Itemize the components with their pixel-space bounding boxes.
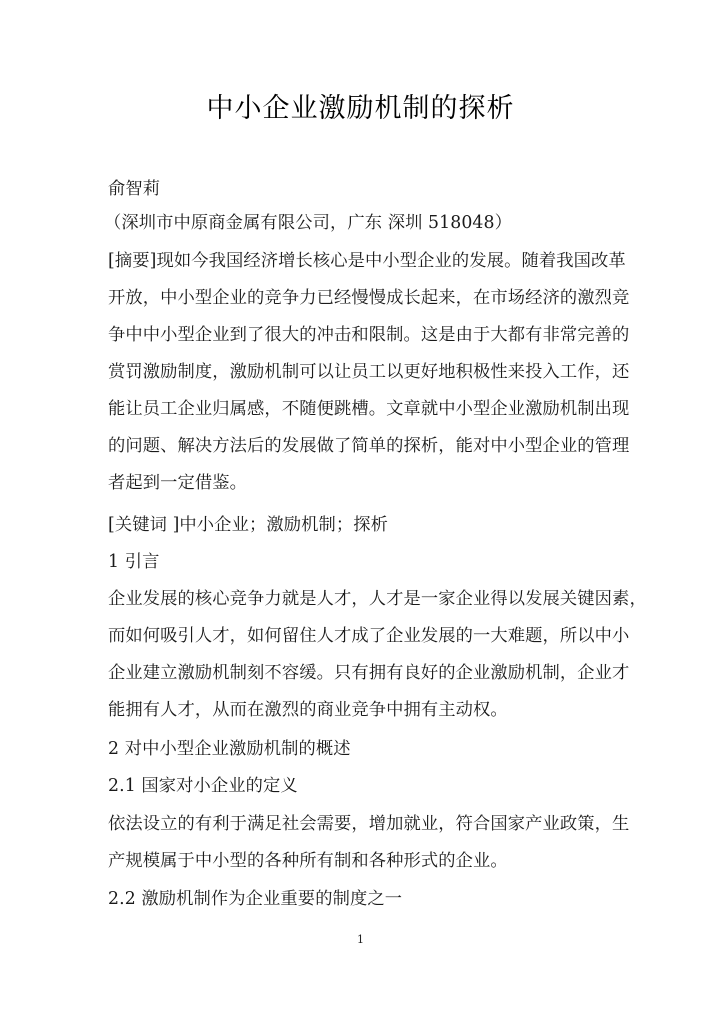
body-line: 而如何吸引人才，如何留住人才成了企业发展的一大难题，所以中小 — [108, 626, 630, 646]
abstract-line: 的问题、解决方法后的发展做了简单的探析，能对中小型企业的管理 — [108, 436, 630, 456]
subsection-heading-definition: 2.1 国家对小企业的定义 — [108, 776, 298, 796]
body-line: 能拥有人才，从而在激烈的商业竞争中拥有主动权。 — [108, 700, 508, 720]
abstract-line: 争中中小型企业到了很大的冲击和限制。这是由于大都有非常完善的 — [108, 325, 630, 345]
section-heading-introduction: 1 引言 — [108, 552, 160, 572]
abstract-line: 赏罚激励制度，激励机制可以让员工以更好地积极性来投入工作，还 — [108, 362, 630, 382]
abstract-line: 开放，中小型企业的竞争力已经慢慢成长起来，在市场经济的激烈竞 — [108, 288, 630, 308]
document-title: 中小企业激励机制的探析 — [206, 93, 515, 124]
author-affiliation: （深圳市中原商金属有限公司，广东 深圳 518048） — [104, 213, 512, 233]
body-line: 企业建立激励机制刻不容缓。只有拥有良好的企业激励机制，企业才 — [108, 663, 630, 683]
abstract-line: 者起到一定借鉴。 — [108, 473, 248, 493]
author-name: 俞智莉 — [108, 179, 161, 199]
subsection-heading-incentive: 2.2 激励机制作为企业重要的制度之一 — [108, 889, 403, 909]
abstract-line: [摘要]现如今我国经济增长核心是中小型企业的发展。随着我国改革 — [108, 251, 626, 271]
body-line: 产规模属于中小型的各种所有制和各种形式的企业。 — [108, 851, 508, 871]
keywords-line: [关键词 ]中小企业；激励机制；探析 — [108, 515, 388, 535]
body-line: 依法设立的有利于满足社会需要，增加就业，符合国家产业政策，生 — [108, 814, 630, 834]
body-line: 企业发展的核心竞争力就是人才，人才是一家企业得以发展关键因素， — [108, 589, 647, 609]
abstract-line: 能让员工企业归属感，不随便跳槽。文章就中小型企业激励机制出现 — [108, 399, 630, 419]
page-number: 1 — [357, 933, 364, 946]
section-heading-overview: 2 对中小型企业激励机制的概述 — [108, 739, 351, 759]
